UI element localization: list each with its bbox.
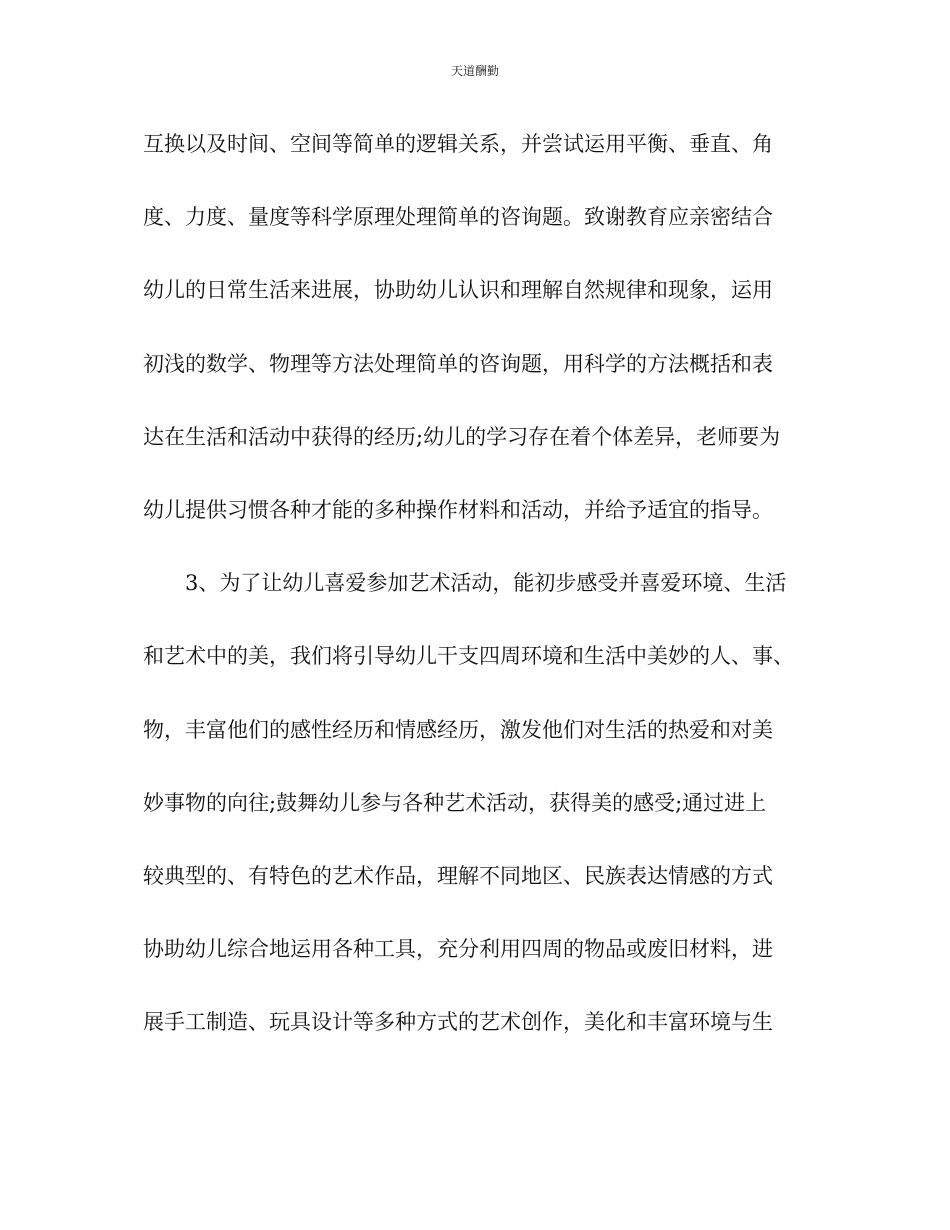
text-line: 度、力度、量度等科学原理处理简单的咨询题。致谢教育应亲密结合 — [143, 205, 773, 230]
text-line: 物，丰富他们的感性经历和情感经历，激发他们对生活的热爱和对美 — [143, 717, 773, 742]
text-line: 协助幼儿综合地运用各种工具，充分利用四周的物品或废旧材料，进 — [143, 937, 773, 962]
text-line: 展手工制造、玩具设计等多种方式的艺术创作，美化和丰富环境与生 — [143, 1010, 773, 1035]
text-line: 和艺术中的美，我们将引导幼儿干支四周环境和生活中美妙的人、事、 — [143, 644, 794, 669]
text-line: 初浅的数学、物理等方法处理简单的咨询题，用科学的方法概括和表 — [143, 351, 773, 376]
text-line: 达在生活和活动中获得的经历;幼儿的学习存在着个体差异，老师要为 — [143, 424, 781, 449]
text-line: 3、为了让幼儿喜爱参加艺术活动，能初步感受并喜爱环境、生活 — [185, 571, 787, 596]
page-header: 天道酬勤 — [450, 64, 499, 78]
text-line: 互换以及时间、空间等简单的逻辑关系，并尝试运用平衡、垂直、角 — [143, 132, 773, 156]
text-line: 幼儿提供习惯各种才能的多种操作材料和活动，并给予适宜的指导。 — [143, 497, 773, 522]
document-body — [143, 124, 811, 1075]
text-line: 幼儿的日常生活来进展，协助幼儿认识和理解自然规律和现象，运用 — [143, 278, 773, 303]
text-line: 妙事物的向往;鼓舞幼儿参与各种艺术活动，获得美的感受;通过进上 — [143, 790, 767, 815]
text-line: 较典型的、有特色的艺术作品，理解不同地区、民族表达情感的方式 — [143, 863, 773, 888]
